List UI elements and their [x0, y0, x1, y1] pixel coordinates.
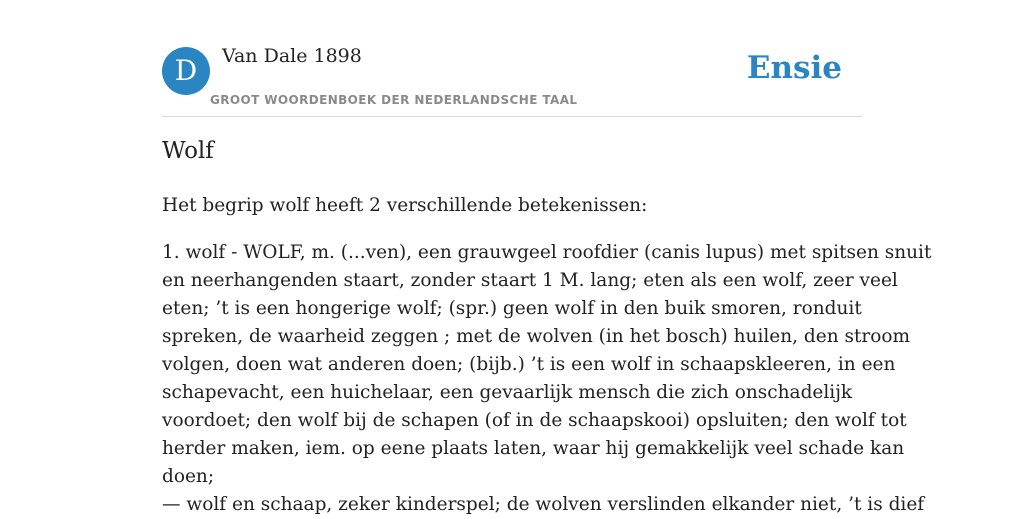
page: [162, 0, 932, 515]
source-subtitle: GROOT WOORDENBOEK DER NEDERLANDSCHE TAAL: [210, 93, 578, 107]
definition-line: voordoet; den wolf bij de schapen (of in de schaapskooi) opsluiten; den wolf tot: [162, 410, 907, 431]
definition-line: doen;: [162, 466, 215, 487]
entry-definition: [162, 239, 932, 519]
definition-line: 1. wolf - WOLF, m. (...ven), een grauwgeel roofdier (canis lupus) met spitsen snuit: [162, 242, 932, 263]
definition-line: volgen, doen wat anderen doen; (bijb.) ’t is een wolf in schaapskleeren, in een: [162, 354, 896, 375]
source-title[interactable]: Van Dale 1898: [222, 45, 362, 67]
brand-logo[interactable]: Ensie: [746, 50, 842, 86]
definition-line: — wolf en schaap, zeker kinderspel; de wolven verslinden elkander niet, ’t is dief: [162, 494, 925, 515]
entry-intro: Het begrip wolf heeft 2 verschillende betekenissen:: [162, 195, 648, 216]
definition-line: schapevacht, een huichelaar, een gevaarlijk mensch die zich onschadelijk: [162, 382, 853, 403]
entry-title: Wolf: [162, 138, 214, 164]
definition-line: spreken, de waarheid zeggen ; met de wolven (in het bosch) huilen, den stroom: [162, 326, 911, 347]
definition-line: eten; ’t is een hongerige wolf; (spr.) geen wolf in den buik smoren, ronduit: [162, 298, 862, 319]
definition-line: en neerhangenden staart, zonder staart 1 M. lang; eten als een wolf, zeer veel: [162, 270, 898, 291]
definition-line: herder maken, iem. op eene plaats laten, waar hij gemakkelijk veel schade kan: [162, 438, 905, 459]
source-logo-icon[interactable]: D: [162, 47, 210, 95]
header: [162, 0, 862, 117]
